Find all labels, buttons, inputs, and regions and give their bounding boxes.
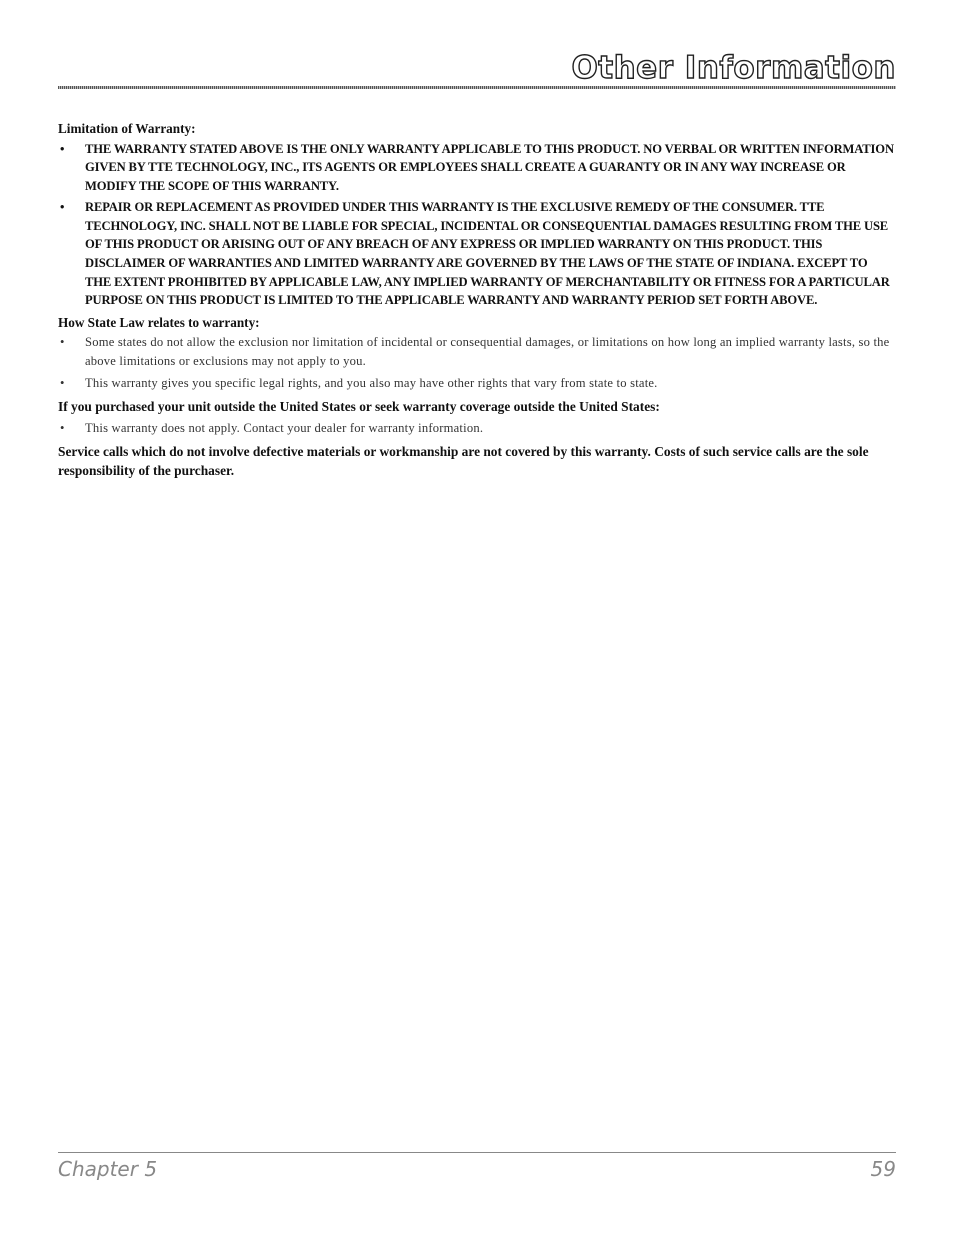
- list-item: • This warranty gives you specific legal rights, and you also may have other rights that vary from state to state.: [58, 374, 896, 393]
- list-item: • THE WARRANTY STATED ABOVE IS THE ONLY WARRANTY APPLICABLE TO THIS PRODUCT. NO VERBAL OR WRITTEN INFORMATION GIVEN BY TTE TECHNOLOGY, INC., ITS AGENTS OR EMPLOYEES SHALL CREATE A GUARANTY OR IN ANY WAY INCREASE OR MODIFY THE SCOPE OF THIS WARRANTY.: [58, 140, 896, 196]
- footer-chapter: Chapter 5: [58, 1157, 158, 1181]
- state-law-heading: How State Law relates to warranty:: [58, 314, 260, 330]
- footer-page-number: 59: [870, 1157, 896, 1181]
- list-item: • REPAIR OR REPLACEMENT AS PROVIDED UNDER THIS WARRANTY IS THE EXCLUSIVE REMEDY OF THE CONSUMER. TTE TECHNOLOGY, INC. SHALL NOT BE LIABLE FOR SPECIAL, INCIDENTAL OR CONSEQUENTIAL DAMAGES RESULTING FROM THE USE OF THIS PRODUCT OR ARISING OUT OF ANY BREACH OF ANY EXPRESS OR IMPLIED WARRANTY ON THIS PRODUCT. THIS DISCLAIMER OF WARRANTIES AND LIMITED WARRANTY ARE GOVERNED BY THE LAWS OF THE STATE OF INDIANA. EXCEPT TO THE EXTENT PROHIBITED BY APPLICABLE LAW, ANY IMPLIED WARRANTY OF MERCHANTABILITY OR FITNESS FOR A PARTICULAR PURPOSE ON THIS PRODUCT IS LIMITED TO THE APPLICABLE WARRANTY AND WARRANTY PERIOD SET FORTH ABOVE.: [58, 198, 896, 310]
- list-item: • Some states do not allow the exclusion nor limitation of incidental or consequential damages, or limitations on how long an implied warranty lasts, so the above limitations or exclusions may not apply to you.: [58, 333, 896, 371]
- page-content: [58, 120, 896, 483]
- page-header: [58, 50, 896, 90]
- header-rule: [58, 86, 896, 89]
- list-item: • This warranty does not apply. Contact your dealer for warranty information.: [58, 419, 896, 438]
- service-calls-paragraph: Service calls which do not involve defective materials or workmanship are not covered by this warranty. Costs of such service calls are the sole responsibility of the purchaser.: [58, 443, 869, 479]
- outside-us-heading: If you purchased your unit outside the United States or seek warranty coverage outside the United States:: [58, 399, 660, 415]
- limitation-heading: Limitation of Warranty:: [58, 121, 196, 136]
- page-title: Other Information: [571, 50, 896, 86]
- outside-us-list: [58, 419, 896, 438]
- page-footer: [58, 1152, 896, 1183]
- limitation-list: [58, 140, 896, 310]
- state-law-list: [58, 333, 896, 393]
